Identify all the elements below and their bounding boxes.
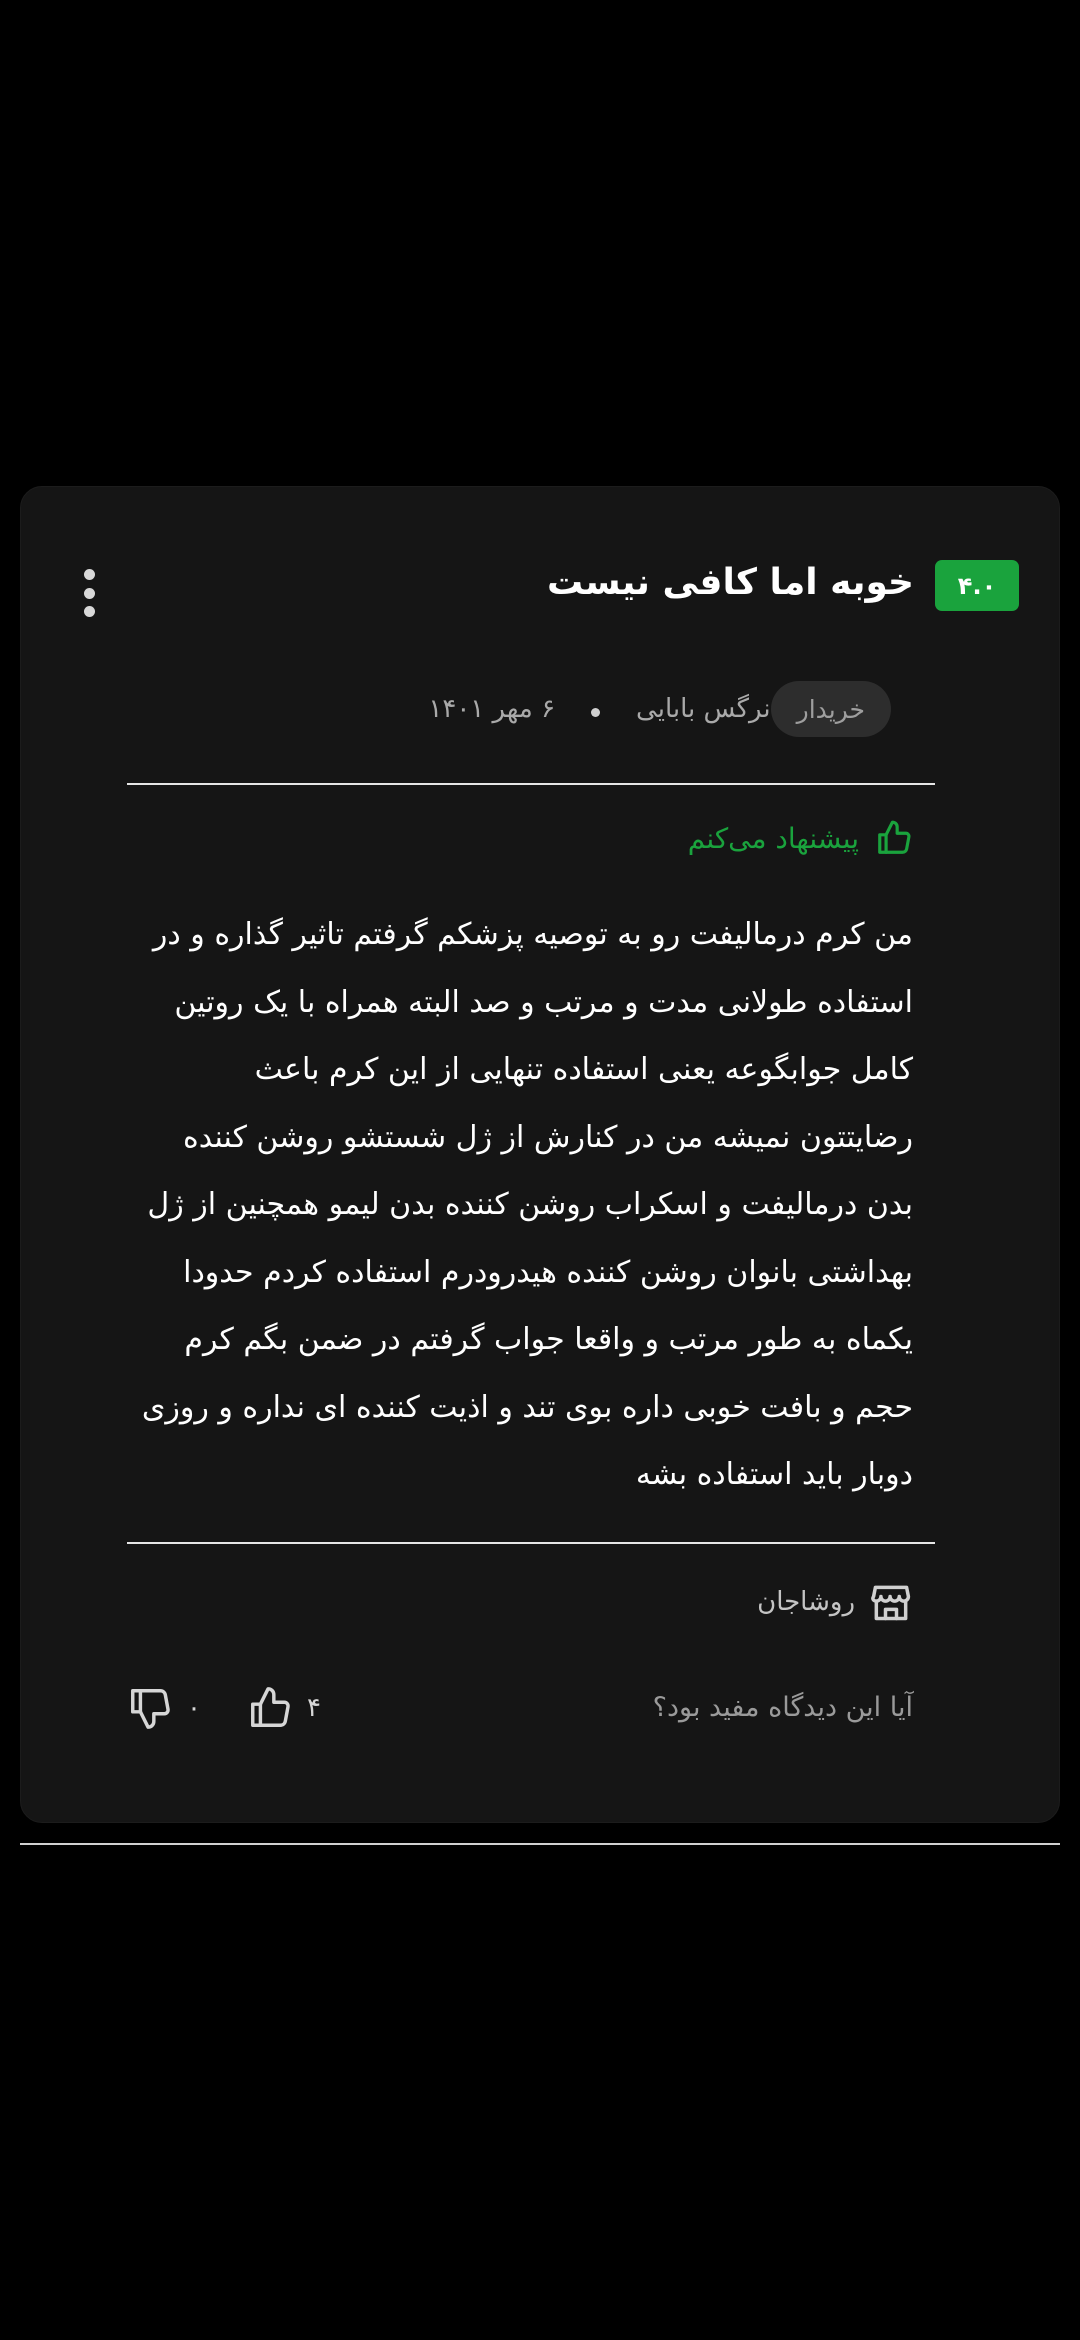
seller-name: روشاجان [757,1587,855,1617]
review-meta [428,681,913,737]
review-body: من کرم درمالیفت رو به توصیه پزشکم گرفتم تاثیر گذاره و در استفاده طولانی مدت و مرتب و صد البته همراه با یک روتین کامل جوابگوعه یعنی استفاده تنهایی از این کرم باعث رضایتتون نمیشه من در کنارش از ژل شستشو روشن کننده بدن درمالیفت و اسکراب روشن کننده بدن لیمو همچنین از ژل بهداشتی بانوان روشن کننده هیدرودرم استفاده کردم حدودا یکماه به طور مرتب و واقعا جواب گرفتم در ضمن بگم کرم حجم و بافت خوبی داره بوی تند و اذیت کننده ای نداره و روزی دوبار باید استفاده بشه [141,917,913,1492]
buyer-badge: خریدار [771,681,891,737]
review-title: خوبه اما کافی نیست [546,562,914,603]
seller-info[interactable] [757,1577,913,1627]
review-date: ۶ مهر ۱۴۰۱ [428,694,556,724]
review-author: نرگس بابایی [636,694,771,724]
store-icon [869,1580,913,1624]
like-count: ۴ [307,1693,321,1723]
thumb-up-icon [875,819,913,857]
divider [127,1542,935,1544]
meta-separator [555,694,636,724]
rating-badge: ۴.۰ [935,560,1019,611]
thumb-down-icon [127,1685,173,1731]
thumb-up-icon [247,1685,293,1731]
dislike-button[interactable] [127,1683,201,1733]
more-options-icon[interactable] [75,569,103,617]
menu-dot [84,588,95,599]
recommendation [688,816,913,860]
dislike-count: ۰ [187,1693,201,1723]
like-button[interactable] [247,1683,321,1733]
helpful-question: آیا این دیدگاه مفید بود؟ [652,1692,913,1723]
list-divider [20,1843,1060,1845]
menu-dot [84,569,95,580]
menu-dot [84,606,95,617]
recommendation-label: پیشنهاد می‌کنم [687,821,859,855]
divider [127,783,935,785]
review-card [20,486,1060,1823]
